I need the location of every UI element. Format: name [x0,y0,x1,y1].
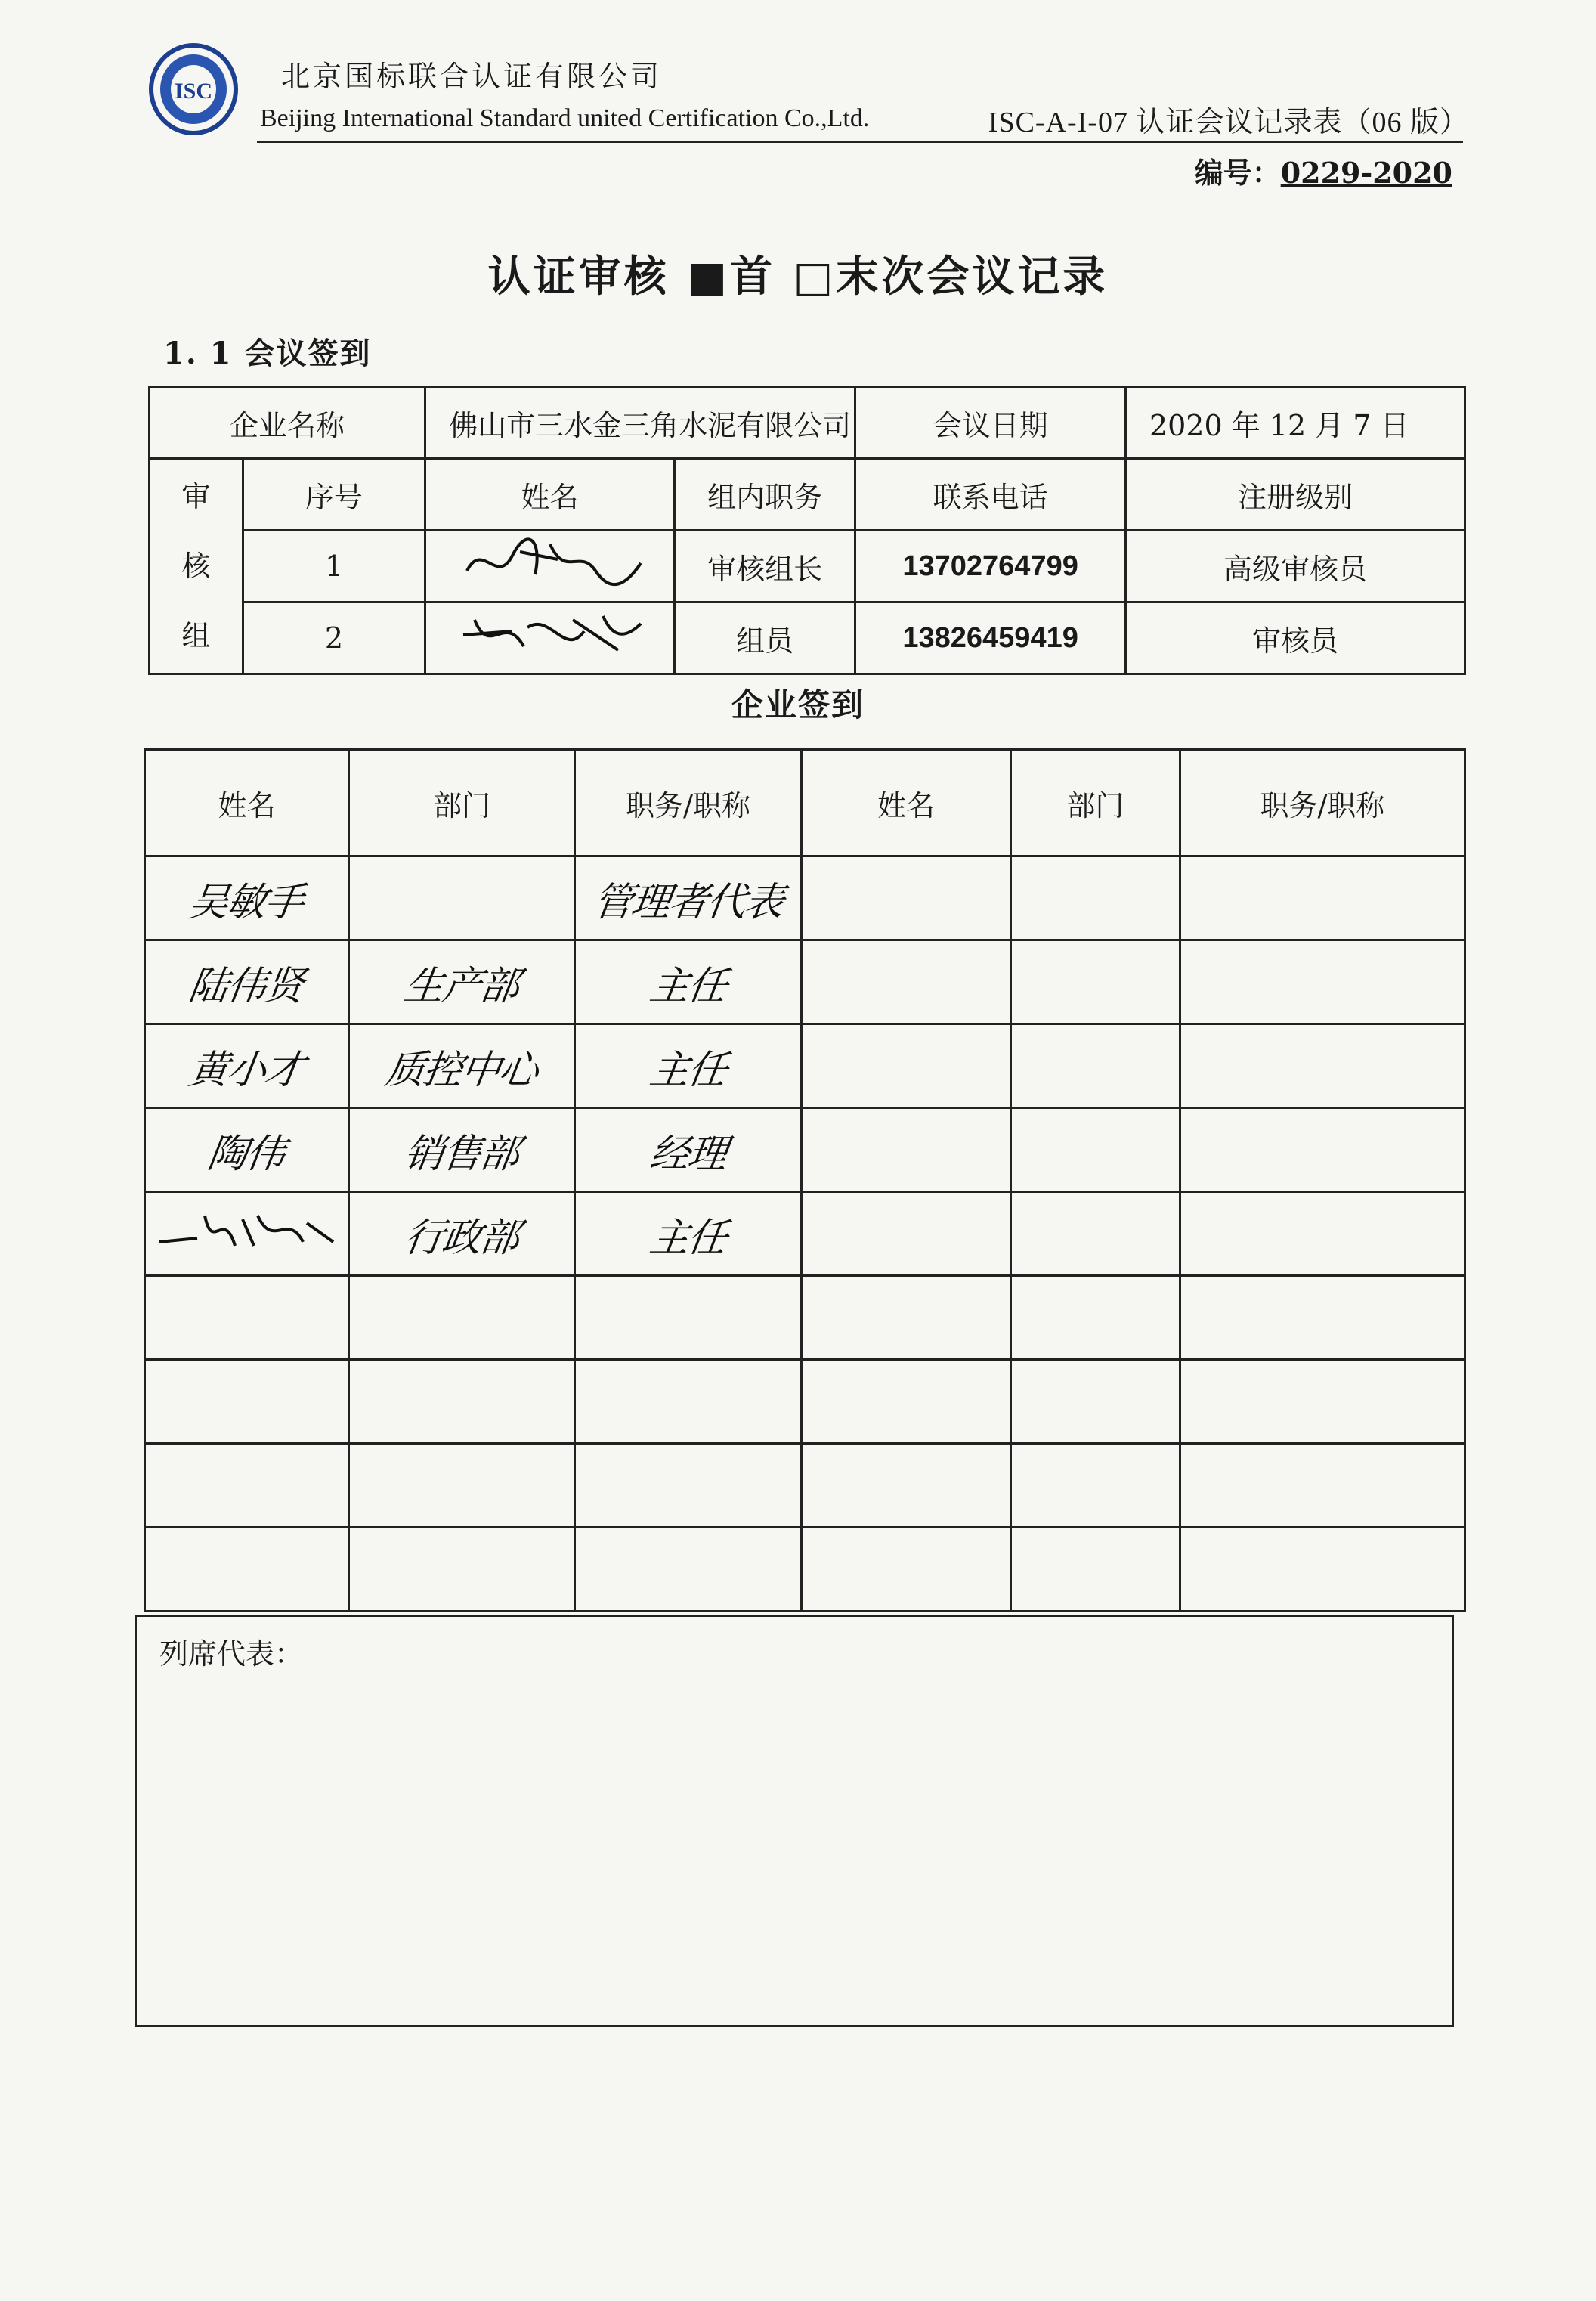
document-title: 认证审核 ■首 □末次会议记录 [487,252,1109,302]
attendee-name: 陆伟贤 [145,940,349,1024]
serial-label: 编号： [1194,156,1281,190]
attendee-name [801,1528,1010,1612]
attendee-title [1180,1528,1465,1612]
header-cell: 注册级别 [1125,459,1465,531]
handwritten-signature [452,533,648,593]
auditor-signature [425,531,675,602]
attendee-name [801,856,1010,940]
attendee-row [145,1276,1465,1360]
attendee-row [145,1108,1465,1192]
attendee-dept [1011,1192,1180,1276]
attendee-dept [1011,940,1180,1024]
auditor-level: 高级审核员 [1125,531,1465,602]
header-cell: 部门 [348,750,574,856]
header-cell: 姓名 [425,459,675,531]
attendee-row [145,1360,1465,1444]
attending-representatives-box [135,1615,1454,2027]
side-label-char: 组 [181,619,211,652]
attendee-title [575,1360,801,1444]
form-code: ISC-A-I-07 认证会议记录表（06 版） [988,107,1469,138]
attendee-title [575,1444,801,1528]
attendee-dept [1011,1360,1180,1444]
auditor-no: 1 [243,531,425,602]
attendee-dept: 生产部 [348,940,574,1024]
attendee-title: 管理者代表 [575,856,801,940]
company-name-cn: 北京国标联合认证有限公司 [281,60,663,93]
attendee-dept [1011,1024,1180,1108]
attendee-title [575,1528,801,1612]
attendee-title: 经理 [575,1108,801,1192]
side-label-char: 审 [181,480,211,513]
attendee-name [801,1024,1010,1108]
attendee-dept [348,856,574,940]
auditor-role: 组员 [674,602,855,674]
auditor-role: 审核组长 [674,531,855,602]
attendee-name [145,1192,349,1276]
date-value: 2020 年 12 月 7 日 [1125,387,1465,459]
company-value: 佛山市三水金三角水泥有限公司 [425,387,855,459]
section-heading: 1. 1 会议签到 [163,336,372,371]
audit-sign-in-table [148,386,1466,675]
attendee-row [145,1528,1465,1612]
header-cell: 职务/职称 [575,750,801,856]
attendee-title [1180,1108,1465,1192]
attendee-dept [1011,1108,1180,1192]
attendee-dept [1011,856,1180,940]
auditor-phone: 13826459419 [855,602,1126,674]
attendee-name [145,1276,349,1360]
attendee-name [801,940,1010,1024]
attendee-row [145,1192,1465,1276]
side-label-char: 核 [181,550,211,583]
attendee-title [1180,1444,1465,1528]
handwritten-signature [152,1200,341,1261]
attendee-dept [1011,1276,1180,1360]
attendee-dept: 行政部 [348,1192,574,1276]
attendee-name [801,1360,1010,1444]
auditor-level: 审核员 [1125,602,1465,674]
attendee-name: 陶伟 [145,1108,349,1192]
header-cell: 组内职务 [674,459,855,531]
attendee-name: 黄小才 [145,1024,349,1108]
attendee-row [145,1444,1465,1528]
attendee-dept: 质控中心 [348,1024,574,1108]
isc-logo [148,42,239,136]
enterprise-header-row [145,750,1465,856]
attendee-name [801,1192,1010,1276]
header-cell: 部门 [1011,750,1180,856]
auditor-row [150,531,1465,602]
header-cell: 姓名 [801,750,1010,856]
handwritten-signature [452,605,648,665]
attendee-name [145,1360,349,1444]
attending-representatives-label: 列席代表： [159,1637,304,1671]
attendee-dept [348,1360,574,1444]
header-cell: 联系电话 [855,459,1126,531]
header-cell: 序号 [243,459,425,531]
attendee-title [1180,1192,1465,1276]
svg-text:ISC: ISC [174,79,213,104]
attendee-dept: 销售部 [348,1108,574,1192]
attendee-name: 吴敏手 [145,856,349,940]
attendee-title [1180,1024,1465,1108]
attendee-name [801,1108,1010,1192]
enterprise-sign-in-table [144,748,1466,1612]
company-name-en: Beijing International Standard united Certification Co.,Ltd. [260,104,870,132]
attendee-title [1180,1276,1465,1360]
attendee-row [145,856,1465,940]
attendee-title: 主任 [575,940,801,1024]
attendee-name [145,1528,349,1612]
attendee-dept [348,1528,574,1612]
attendee-dept [348,1276,574,1360]
attendee-title [1180,1360,1465,1444]
header-cell: 职务/职称 [1180,750,1465,856]
attendee-dept [1011,1444,1180,1528]
attendee-title: 主任 [575,1024,801,1108]
attendee-title [1180,940,1465,1024]
company-row [150,387,1465,459]
auditor-phone: 13702764799 [855,531,1126,602]
attendee-dept [1011,1528,1180,1612]
auditor-signature [425,602,675,674]
attendee-name [801,1276,1010,1360]
attendee-title: 主任 [575,1192,801,1276]
date-label: 会议日期 [855,387,1126,459]
attendee-title [1180,856,1465,940]
serial-number [1195,150,1452,191]
company-label: 企业名称 [150,387,425,459]
serial-value: 0229-2020 [1280,156,1452,190]
enterprise-sign-in-title: 企业签到 [731,686,865,723]
attendee-row [145,1024,1465,1108]
auditor-row [150,602,1465,674]
attendee-dept [348,1444,574,1528]
audit-header-row [150,459,1465,531]
auditor-no: 2 [243,602,425,674]
attendee-row [145,940,1465,1024]
header-cell: 姓名 [145,750,349,856]
attendee-title [575,1276,801,1360]
attendee-name [801,1444,1010,1528]
header-rule [257,141,1463,143]
audit-group-side-label [150,459,243,674]
attendee-name [145,1444,349,1528]
